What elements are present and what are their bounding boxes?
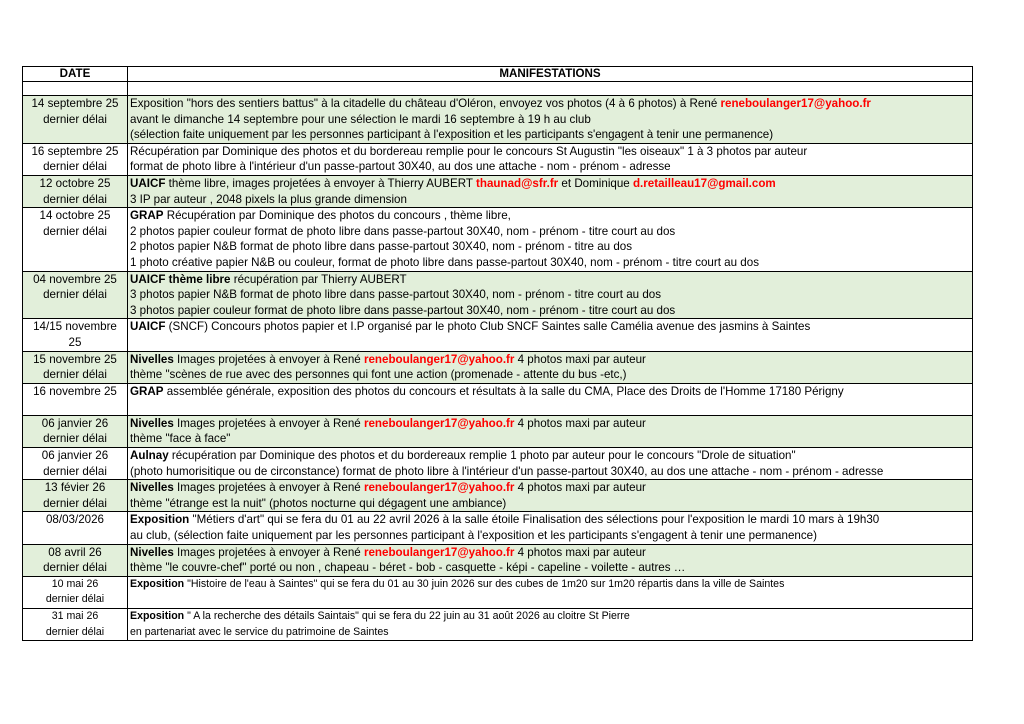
description-line [130, 545, 970, 561]
description-line [130, 352, 970, 368]
description-text: au club, (sélection faite uniquement par les personnes participant à l'exposition et les participants s'engagent à tenir une permanence) [130, 529, 817, 543]
events-body [23, 82, 973, 641]
event-row [23, 351, 973, 383]
event-date [23, 351, 128, 383]
description-line [130, 384, 970, 400]
description-line [130, 96, 970, 112]
header-row [23, 67, 973, 82]
event-date [23, 383, 128, 415]
email-address: d.retailleau17@gmail.com [632, 176, 776, 190]
description-line [130, 159, 970, 175]
description-text: 4 photos maxi par auteur [514, 416, 646, 430]
description-line [130, 496, 970, 512]
event-row [23, 319, 973, 351]
date-line: dernier délai [43, 464, 107, 478]
description-line [130, 144, 970, 160]
event-keyword: Exposition [130, 610, 185, 622]
event-date [23, 480, 128, 512]
event-row [23, 96, 973, 144]
date-line: 12 octobre 25 [39, 176, 111, 190]
description-text: 3 IP par auteur , 2048 pixels la plus grande dimension [130, 192, 407, 206]
event-description [128, 383, 973, 415]
description-line [130, 303, 970, 319]
event-description [128, 415, 973, 447]
email-address: reneboulanger17@yahoo.fr [363, 416, 515, 430]
event-date [23, 96, 128, 144]
event-date [23, 609, 128, 641]
description-text: récupération par Thierry AUBERT [230, 272, 407, 286]
description-line [130, 577, 970, 593]
event-description [128, 609, 973, 641]
event-description [128, 143, 973, 175]
description-line [130, 560, 970, 576]
description-text: " A la recherche des détails Saintais" qui se fera du 22 juin au 31 août 2026 au cloitre St Pierre [184, 610, 630, 622]
date-line: dernier délai [43, 112, 107, 126]
description-line [130, 512, 970, 528]
description-text: thème "le couvre-chef" porté ou non , chapeau - béret - bob - casquette - képi - capeline - voilette - autres … [130, 561, 686, 575]
event-keyword: Exposition [130, 577, 185, 590]
event-keyword: UAICF [130, 320, 166, 334]
event-row [23, 208, 973, 271]
description-line [130, 480, 970, 496]
date-line: 14 octobre 25 [39, 209, 111, 223]
date-line: dernier délai [43, 561, 107, 575]
event-row [23, 576, 973, 608]
event-row [23, 448, 973, 480]
event-keyword: GRAP [130, 209, 164, 223]
event-keyword: Nivelles [130, 481, 174, 495]
date-line: dernier délai [43, 496, 107, 510]
description-line [130, 464, 970, 480]
description-text: avant le dimanche 14 septembre pour une sélection le mardi 16 septembre à 19 h au club [130, 112, 591, 126]
event-keyword: Nivelles [130, 352, 174, 366]
event-date [23, 208, 128, 271]
event-row [23, 609, 973, 641]
date-line: dernier délai [43, 192, 107, 206]
event-date [23, 576, 128, 608]
event-date [23, 544, 128, 576]
event-date [23, 512, 128, 544]
description-text: Exposition "hors des sentiers battus" à la citadelle du château d'Oléron, envoyez vos photos (4 à 6 photos) à René [130, 97, 721, 110]
date-line: dernier délai [43, 288, 107, 302]
description-text: "Métiers d'art" qui se fera du 01 au 22 avril 2026 à la salle étoile Finalisation des sélections pour l'exposition le mardi 10 mars à 19h30 [189, 513, 880, 527]
date-line: 14 septembre 25 [31, 97, 119, 110]
description-text: (sélection faite uniquement par les personnes participant à l'exposition et les participants s'engagent à tenir une permanence) [130, 128, 774, 142]
email-address: reneboulanger17@yahoo.fr [720, 97, 871, 110]
description-line [130, 239, 970, 255]
description-line [130, 287, 970, 303]
description-text: 1 photo créative papier N&B ou couleur, format de photo libre dans passe-partout 30X40, nom - prénom - titre court au dos [130, 255, 759, 269]
schedule-sheet [22, 66, 972, 641]
event-keyword: UAICF thème libre [130, 272, 231, 286]
description-line [130, 224, 970, 240]
event-keyword: UAICF [130, 176, 166, 190]
date-line: 31 mai 26 [51, 610, 99, 622]
description-line [130, 416, 970, 432]
description-text: Images projetées à envoyer à René [173, 545, 364, 559]
description-text: Images projetées à envoyer à René [173, 352, 364, 366]
event-date [23, 271, 128, 319]
description-text: Récupération par Dominique des photos du concours , thème libre, [163, 209, 511, 223]
spacer-row [23, 82, 973, 96]
description-line [130, 192, 970, 208]
email-address: reneboulanger17@yahoo.fr [363, 545, 515, 559]
event-date [23, 319, 128, 351]
event-row [23, 480, 973, 512]
date-line: dernier délai [43, 224, 107, 238]
description-line [130, 319, 970, 335]
event-description [128, 208, 973, 271]
description-text: format de photo libre à l'intérieur d'un passe-partout 30X40, au dos une attache - nom - prénom - adresse [130, 160, 671, 174]
event-description [128, 96, 973, 144]
email-address: reneboulanger17@yahoo.fr [363, 481, 515, 495]
date-line: dernier délai [43, 432, 107, 446]
event-description [128, 175, 973, 207]
description-text: thème "scènes de rue avec des personnes qui font une action (promenade - attente du bus -etc,) [130, 368, 627, 382]
description-text: thème "étrange est la nuit" (photos nocturne qui dégagent une ambiance) [130, 496, 507, 510]
description-text: 3 photos papier N&B format de photo libre dans passe-partout 30X40, nom - prénom - titre court au dos [130, 288, 662, 302]
date-line: 10 mai 26 [51, 577, 99, 590]
event-description [128, 544, 973, 576]
event-keyword: Exposition [130, 513, 190, 527]
description-text: 3 photos papier couleur format de photo libre dans passe-partout 30X40, nom - prénom - titre court au dos [130, 303, 676, 317]
description-line [130, 448, 970, 464]
email-address: thaunad@sfr.fr [476, 176, 559, 190]
description-line [130, 208, 970, 224]
description-text: et Dominique [558, 176, 633, 190]
date-column-header: DATE [23, 67, 128, 82]
date-line: 14/15 novembre [33, 320, 117, 334]
event-description [128, 448, 973, 480]
event-description [128, 512, 973, 544]
blank-line [130, 399, 970, 415]
event-row [23, 544, 973, 576]
event-row [23, 415, 973, 447]
date-line: 16 septembre 25 [31, 144, 119, 158]
event-date [23, 143, 128, 175]
event-row [23, 271, 973, 319]
event-date [23, 175, 128, 207]
description-text: Récupération par Dominique des photos et du bordereau remplie pour le concours St Augustin "les oiseaux" 1 à 3 photos par auteur [130, 144, 808, 158]
date-line: dernier délai [45, 593, 105, 606]
event-description [128, 271, 973, 319]
event-row [23, 383, 973, 415]
event-description [128, 351, 973, 383]
event-description [128, 576, 973, 608]
description-text: (SNCF) Concours photos papier et I.P organisé par le photo Club SNCF Saintes salle Camélia avenue des jasmins à Saintes [165, 320, 811, 334]
description-text: "Histoire de l'eau à Saintes" qui se fera du 01 au 30 juin 2026 sur des cubes de 1m20 sur 1m20 répartis dans la ville de Saintes [184, 577, 785, 590]
description-text: 4 photos maxi par auteur [514, 545, 646, 559]
description-text: récupération par Dominique des photos et du bordereaux remplie 1 photo par auteur pour le concours "Drole de situation" [168, 449, 796, 463]
description-line [130, 176, 970, 192]
event-description [128, 480, 973, 512]
date-line: 08/03/2026 [45, 513, 105, 527]
description-text: 2 photos papier couleur format de photo libre dans passe-partout 30X40, nom - prénom - titre court au dos [130, 224, 676, 238]
date-line: 04 novembre 25 [33, 272, 117, 286]
description-line [130, 127, 970, 143]
description-text: (photo humorisitique ou de circonstance) format de photo libre à l'intérieur d'un passe-partout 30X40, au dos une attache - nom - prénom - adresse [130, 464, 884, 478]
date-line: 25 [68, 335, 82, 349]
description-line [130, 625, 970, 641]
description-text: Images projetées à envoyer à René [173, 416, 364, 430]
event-date [23, 415, 128, 447]
date-line: 06 janvier 26 [41, 416, 109, 430]
date-line: dernier délai [45, 625, 105, 638]
date-line: 06 janvier 26 [41, 449, 109, 463]
description-text: Images projetées à envoyer à René [173, 481, 364, 495]
description-line [130, 112, 970, 128]
events-table [22, 66, 973, 641]
event-keyword: GRAP [130, 384, 164, 398]
date-line: dernier délai [43, 160, 107, 174]
date-line: 13 févier 26 [44, 481, 106, 495]
description-text: 4 photos maxi par auteur [514, 481, 646, 495]
date-line: 16 novembre 25 [33, 384, 117, 398]
description-text: en partenariat avec le service du patrimoine de Saintes [130, 625, 389, 638]
event-keyword: Nivelles [130, 545, 174, 559]
event-keyword: Nivelles [130, 416, 174, 430]
date-line: 15 novembre 25 [33, 352, 117, 366]
date-line: 08 avril 26 [48, 545, 102, 559]
event-date [23, 448, 128, 480]
description-line [130, 431, 970, 447]
event-row [23, 143, 973, 175]
description-line [130, 272, 970, 288]
event-description [128, 319, 973, 351]
description-text: thème libre, images projetées à envoyer à Thierry AUBERT [165, 176, 477, 190]
event-row [23, 175, 973, 207]
description-line [130, 367, 970, 383]
event-keyword: Aulnay [130, 449, 169, 463]
description-line [130, 255, 970, 271]
description-text: 2 photos papier N&B format de photo libre dans passe-partout 30X40, nom - prénom - titre au dos [130, 240, 633, 254]
description-text: 4 photos maxi par auteur [514, 352, 646, 366]
description-text: assemblée générale, exposition des photos du concours et résultats à la salle du CMA, Place des Droits de l'Homme 17180 Périgny [163, 384, 844, 398]
description-line [130, 609, 970, 625]
description-line [130, 528, 970, 544]
manifestations-column-header: MANIFESTATIONS [128, 67, 973, 82]
description-text: thème "face à face" [130, 432, 231, 446]
email-address: reneboulanger17@yahoo.fr [363, 352, 515, 366]
event-row [23, 512, 973, 544]
date-line: dernier délai [43, 368, 107, 382]
